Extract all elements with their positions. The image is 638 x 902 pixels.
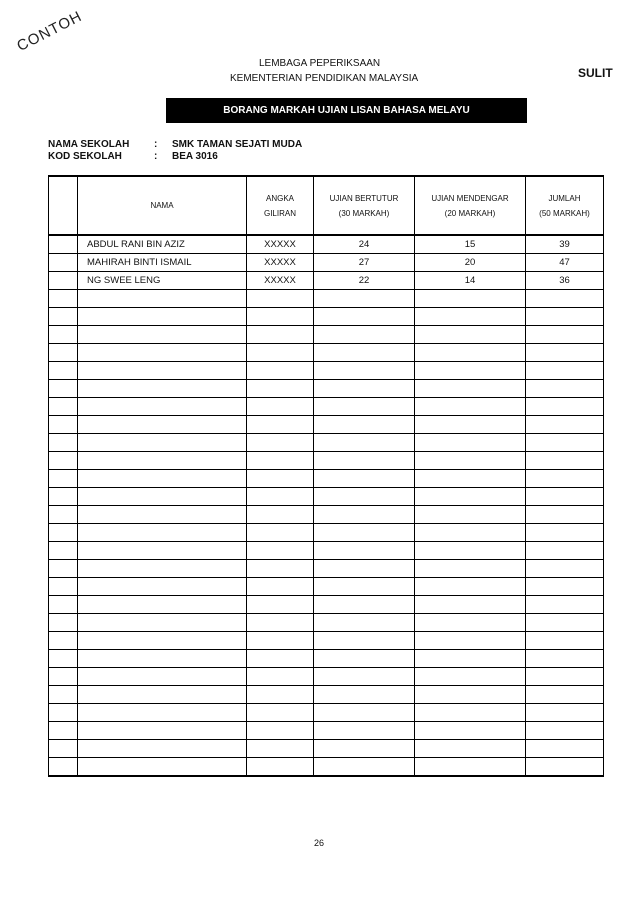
cell-angka-giliran xyxy=(247,596,314,614)
cell-jumlah xyxy=(526,398,604,416)
table-header-row xyxy=(49,176,604,235)
cell-jumlah xyxy=(526,416,604,434)
cell-nama xyxy=(78,398,247,416)
cell-number xyxy=(49,452,78,470)
cell-ujian-mendengar xyxy=(415,578,526,596)
cell-ujian-mendengar xyxy=(415,740,526,758)
col-header-jumlah: JUMLAH (50 MARKAH) xyxy=(526,176,604,235)
cell-jumlah xyxy=(526,524,604,542)
cell-ujian-mendengar: 14 xyxy=(415,272,526,290)
table-row xyxy=(49,614,604,632)
cell-ujian-mendengar xyxy=(415,704,526,722)
cell-nama xyxy=(78,434,247,452)
cell-ujian-mendengar xyxy=(415,416,526,434)
cell-ujian-mendengar: 20 xyxy=(415,254,526,272)
table-row xyxy=(49,650,604,668)
cell-ujian-bertutur xyxy=(314,596,415,614)
cell-number xyxy=(49,434,78,452)
cell-jumlah xyxy=(526,380,604,398)
cell-number xyxy=(49,596,78,614)
cell-angka-giliran xyxy=(247,326,314,344)
cell-jumlah xyxy=(526,578,604,596)
cell-nama xyxy=(78,326,247,344)
table-row xyxy=(49,632,604,650)
cell-ujian-bertutur xyxy=(314,362,415,380)
col-header-ujian-mendengar: UJIAN MENDENGAR (20 MARKAH) xyxy=(415,176,526,235)
cell-number xyxy=(49,740,78,758)
cell-nama xyxy=(78,758,247,777)
table-row xyxy=(49,235,604,254)
cell-nama xyxy=(78,632,247,650)
table-row xyxy=(49,362,604,380)
table-row xyxy=(49,452,604,470)
cell-angka-giliran xyxy=(247,362,314,380)
col-header-number xyxy=(49,176,78,235)
cell-ujian-mendengar xyxy=(415,524,526,542)
cell-angka-giliran xyxy=(247,290,314,308)
cell-jumlah: 47 xyxy=(526,254,604,272)
table-row xyxy=(49,434,604,452)
table-row xyxy=(49,524,604,542)
cell-ujian-bertutur: 27 xyxy=(314,254,415,272)
cell-nama xyxy=(78,470,247,488)
cell-ujian-bertutur xyxy=(314,668,415,686)
cell-angka-giliran xyxy=(247,524,314,542)
page-number: 26 xyxy=(313,838,324,848)
col-header-ujian-bertutur: UJIAN BERTUTUR (30 MARKAH) xyxy=(314,176,415,235)
cell-angka-giliran xyxy=(247,308,314,326)
cell-ujian-mendengar xyxy=(415,398,526,416)
cell-number xyxy=(49,560,78,578)
cell-ujian-bertutur xyxy=(314,614,415,632)
cell-ujian-bertutur xyxy=(314,434,415,452)
school-name-label: NAMA SEKOLAH xyxy=(48,139,130,150)
table-row xyxy=(49,506,604,524)
cell-angka-giliran xyxy=(247,434,314,452)
cell-nama xyxy=(78,650,247,668)
cell-number xyxy=(49,524,78,542)
cell-nama xyxy=(78,344,247,362)
cell-ujian-bertutur xyxy=(314,650,415,668)
cell-nama xyxy=(78,380,247,398)
cell-ujian-mendengar xyxy=(415,506,526,524)
cell-number xyxy=(49,290,78,308)
cell-jumlah: 36 xyxy=(526,272,604,290)
cell-angka-giliran xyxy=(247,416,314,434)
table-row xyxy=(49,380,604,398)
cell-angka-giliran xyxy=(247,452,314,470)
form-title-banner xyxy=(166,98,527,123)
cell-number xyxy=(49,578,78,596)
cell-nama xyxy=(78,704,247,722)
cell-number xyxy=(49,506,78,524)
cell-angka-giliran xyxy=(247,722,314,740)
cell-number xyxy=(49,380,78,398)
table-row xyxy=(49,740,604,758)
cell-angka-giliran xyxy=(247,758,314,777)
cell-number xyxy=(49,704,78,722)
cell-nama xyxy=(78,308,247,326)
cell-number xyxy=(49,326,78,344)
cell-jumlah xyxy=(526,362,604,380)
cell-number xyxy=(49,416,78,434)
cell-nama xyxy=(78,362,247,380)
cell-jumlah xyxy=(526,560,604,578)
cell-nama xyxy=(78,596,247,614)
cell-jumlah xyxy=(526,488,604,506)
school-code-value: BEA 3016 xyxy=(172,151,218,162)
cell-number xyxy=(49,235,78,254)
table-row xyxy=(49,596,604,614)
cell-jumlah xyxy=(526,650,604,668)
header-ministry: KEMENTERIAN PENDIDIKAN MALAYSIA xyxy=(230,73,419,84)
cell-ujian-bertutur xyxy=(314,308,415,326)
cell-ujian-bertutur xyxy=(314,326,415,344)
cell-jumlah xyxy=(526,596,604,614)
cell-ujian-mendengar xyxy=(415,362,526,380)
form-title: BORANG MARKAH UJIAN LISAN BAHASA MELAYU xyxy=(223,105,470,116)
cell-ujian-mendengar: 15 xyxy=(415,235,526,254)
cell-angka-giliran xyxy=(247,668,314,686)
table-row xyxy=(49,308,604,326)
cell-jumlah xyxy=(526,290,604,308)
cell-number xyxy=(49,362,78,380)
cell-ujian-mendengar xyxy=(415,614,526,632)
cell-ujian-bertutur xyxy=(314,290,415,308)
cell-ujian-mendengar xyxy=(415,596,526,614)
cell-number xyxy=(49,686,78,704)
cell-jumlah xyxy=(526,308,604,326)
cell-jumlah xyxy=(526,668,604,686)
cell-ujian-mendengar xyxy=(415,380,526,398)
cell-angka-giliran: XXXXX xyxy=(247,235,314,254)
cell-angka-giliran xyxy=(247,344,314,362)
header-agency: LEMBAGA PEPERIKSAAN xyxy=(259,58,381,69)
cell-nama: MAHIRAH BINTI ISMAIL xyxy=(78,254,247,272)
cell-nama xyxy=(78,686,247,704)
cell-angka-giliran xyxy=(247,398,314,416)
cell-number xyxy=(49,650,78,668)
cell-ujian-bertutur xyxy=(314,560,415,578)
cell-jumlah xyxy=(526,704,604,722)
cell-ujian-bertutur xyxy=(314,488,415,506)
cell-number xyxy=(49,254,78,272)
cell-number xyxy=(49,344,78,362)
cell-ujian-mendengar xyxy=(415,290,526,308)
cell-angka-giliran xyxy=(247,470,314,488)
table-row xyxy=(49,398,604,416)
cell-ujian-mendengar xyxy=(415,488,526,506)
table-row xyxy=(49,470,604,488)
cell-ujian-mendengar xyxy=(415,542,526,560)
table-row xyxy=(49,254,604,272)
cell-ujian-bertutur xyxy=(314,380,415,398)
cell-number xyxy=(49,668,78,686)
school-code-label: KOD SEKOLAH xyxy=(48,151,122,162)
cell-ujian-bertutur xyxy=(314,758,415,777)
cell-ujian-bertutur xyxy=(314,506,415,524)
cell-ujian-bertutur xyxy=(314,542,415,560)
col-header-nama: NAMA xyxy=(78,176,247,235)
cell-nama xyxy=(78,542,247,560)
table-row xyxy=(49,560,604,578)
table-row xyxy=(49,542,604,560)
cell-angka-giliran xyxy=(247,488,314,506)
cell-ujian-mendengar xyxy=(415,632,526,650)
cell-number xyxy=(49,470,78,488)
cell-nama xyxy=(78,506,247,524)
cell-angka-giliran xyxy=(247,704,314,722)
table-row xyxy=(49,722,604,740)
cell-angka-giliran xyxy=(247,686,314,704)
cell-ujian-bertutur: 24 xyxy=(314,235,415,254)
cell-nama xyxy=(78,722,247,740)
cell-jumlah xyxy=(526,506,604,524)
cell-number xyxy=(49,632,78,650)
cell-angka-giliran xyxy=(247,614,314,632)
cell-ujian-bertutur xyxy=(314,524,415,542)
cell-ujian-mendengar xyxy=(415,668,526,686)
cell-ujian-mendengar xyxy=(415,452,526,470)
cell-ujian-bertutur xyxy=(314,470,415,488)
cell-angka-giliran: XXXXX xyxy=(247,272,314,290)
cell-ujian-bertutur xyxy=(314,398,415,416)
cell-ujian-bertutur xyxy=(314,416,415,434)
cell-jumlah xyxy=(526,740,604,758)
cell-jumlah xyxy=(526,722,604,740)
cell-nama: NG SWEE LENG xyxy=(78,272,247,290)
watermark-contoh: CONTOH xyxy=(14,7,86,56)
cell-ujian-bertutur xyxy=(314,704,415,722)
separator: : xyxy=(154,139,158,150)
cell-ujian-bertutur xyxy=(314,632,415,650)
cell-number xyxy=(49,614,78,632)
cell-angka-giliran xyxy=(247,650,314,668)
table-row xyxy=(49,344,604,362)
cell-number xyxy=(49,488,78,506)
cell-angka-giliran xyxy=(247,560,314,578)
cell-jumlah xyxy=(526,452,604,470)
cell-jumlah xyxy=(526,434,604,452)
school-name-value: SMK TAMAN SEJATI MUDA xyxy=(172,139,303,150)
cell-ujian-mendengar xyxy=(415,470,526,488)
cell-number xyxy=(49,542,78,560)
cell-nama xyxy=(78,560,247,578)
cell-ujian-mendengar xyxy=(415,722,526,740)
cell-nama xyxy=(78,668,247,686)
cell-angka-giliran: XXXXX xyxy=(247,254,314,272)
table-row xyxy=(49,326,604,344)
table-row xyxy=(49,758,604,777)
cell-ujian-bertutur xyxy=(314,344,415,362)
cell-ujian-mendengar xyxy=(415,650,526,668)
table-row xyxy=(49,488,604,506)
table-row xyxy=(49,686,604,704)
cell-jumlah xyxy=(526,326,604,344)
marks-table xyxy=(48,175,604,777)
cell-ujian-mendengar xyxy=(415,344,526,362)
cell-nama xyxy=(78,614,247,632)
cell-number xyxy=(49,308,78,326)
cell-ujian-bertutur: 22 xyxy=(314,272,415,290)
cell-angka-giliran xyxy=(247,578,314,596)
cell-ujian-mendengar xyxy=(415,758,526,777)
table-row xyxy=(49,704,604,722)
cell-nama xyxy=(78,740,247,758)
cell-nama xyxy=(78,452,247,470)
cell-number xyxy=(49,758,78,777)
cell-angka-giliran xyxy=(247,740,314,758)
cell-ujian-mendengar xyxy=(415,326,526,344)
cell-jumlah xyxy=(526,542,604,560)
table-row xyxy=(49,668,604,686)
cell-ujian-bertutur xyxy=(314,740,415,758)
classification-label: SULIT xyxy=(578,66,613,80)
separator: : xyxy=(154,151,158,162)
cell-ujian-mendengar xyxy=(415,686,526,704)
cell-jumlah xyxy=(526,686,604,704)
cell-nama xyxy=(78,524,247,542)
cell-number xyxy=(49,398,78,416)
cell-jumlah xyxy=(526,614,604,632)
cell-nama xyxy=(78,290,247,308)
cell-angka-giliran xyxy=(247,506,314,524)
cell-nama xyxy=(78,416,247,434)
cell-ujian-bertutur xyxy=(314,722,415,740)
cell-ujian-mendengar xyxy=(415,434,526,452)
cell-jumlah xyxy=(526,758,604,777)
cell-nama xyxy=(78,488,247,506)
cell-jumlah xyxy=(526,344,604,362)
cell-nama: ABDUL RANI BIN AZIZ xyxy=(78,235,247,254)
cell-ujian-mendengar xyxy=(415,308,526,326)
cell-nama xyxy=(78,578,247,596)
table-row xyxy=(49,290,604,308)
cell-angka-giliran xyxy=(247,632,314,650)
table-row xyxy=(49,272,604,290)
table-row xyxy=(49,416,604,434)
cell-jumlah xyxy=(526,632,604,650)
cell-jumlah xyxy=(526,470,604,488)
cell-ujian-bertutur xyxy=(314,686,415,704)
cell-ujian-bertutur xyxy=(314,452,415,470)
cell-angka-giliran xyxy=(247,542,314,560)
cell-ujian-bertutur xyxy=(314,578,415,596)
cell-angka-giliran xyxy=(247,380,314,398)
cell-jumlah: 39 xyxy=(526,235,604,254)
cell-ujian-mendengar xyxy=(415,560,526,578)
col-header-angka-giliran: ANGKA GILIRAN xyxy=(247,176,314,235)
cell-number xyxy=(49,722,78,740)
cell-number xyxy=(49,272,78,290)
table-row xyxy=(49,578,604,596)
